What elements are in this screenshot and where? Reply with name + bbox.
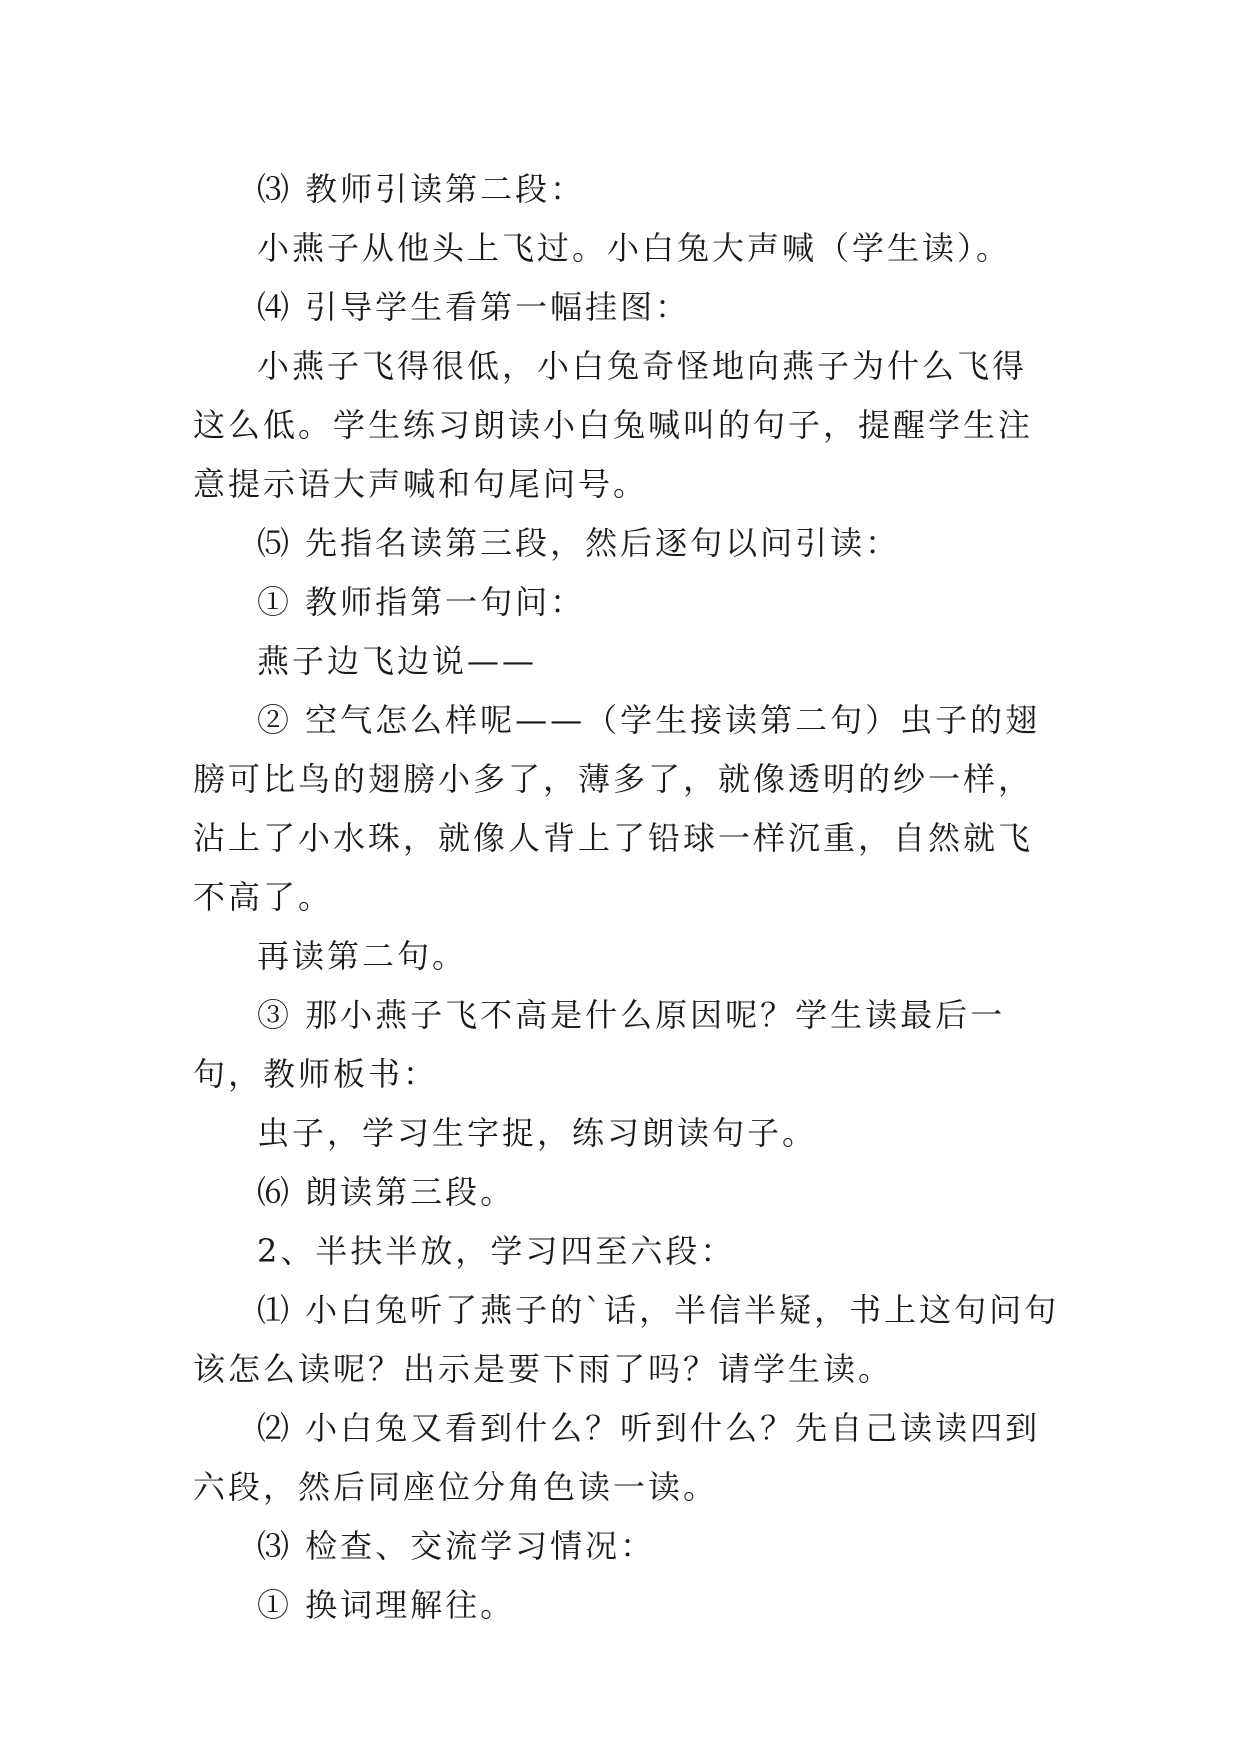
paragraph-12: ⑹ 朗读第三段。 xyxy=(257,1173,516,1211)
paragraph-13: 2、半扶半放，学习四至六段： xyxy=(257,1232,736,1270)
paragraph-16: ⑶ 检查、交流学习情况： xyxy=(257,1527,656,1565)
paragraph-2: 小燕子从他头上飞过。小白兔大声喊（学生读）。 xyxy=(257,229,1012,267)
paragraph-7: 燕子边飞边说—— xyxy=(257,642,538,680)
paragraph-8: ② 空气怎么样呢——（学生接读第二句）虫子的翅膀可比鸟的翅膀小多了，薄多了，就像透明的纱一样，沾上了小水珠，就像人背上了铅球一样沉重，自然就飞不高了。 xyxy=(193,701,1041,916)
paragraph-11: 虫子，学习生字捉，练习朗读句子。 xyxy=(257,1114,818,1152)
paragraph-1: ⑶ 教师引读第二段： xyxy=(257,170,586,208)
paragraph-9: 再读第二句。 xyxy=(257,937,468,975)
paragraph-3: ⑷ 引导学生看第一幅挂图： xyxy=(257,288,691,326)
paragraph-17: ① 换词理解往。 xyxy=(257,1586,516,1624)
paragraph-6: ① 教师指第一句问： xyxy=(257,583,586,621)
paragraph-4: 小燕子飞得很低，小白兔奇怪地向燕子为什么飞得这么低。学生练习朗读小白兔喊叫的句子，提醒学生注意提示语大声喊和句尾问号。 xyxy=(193,347,1034,503)
document-body xyxy=(193,160,1060,1635)
paragraph-15: ⑵ 小白兔又看到什么？听到什么？先自己读读四到六段，然后同座位分角色读一读。 xyxy=(193,1409,1041,1506)
paragraph-10: ③ 那小燕子飞不高是什么原因呢？学生读最后一句，教师板书： xyxy=(193,996,1006,1093)
paragraph-14: ⑴ 小白兔听了燕子的`话，半信半疑，书上这句问句该怎么读呢？出示是要下雨了吗？请学生读。 xyxy=(193,1291,1060,1388)
paragraph-5: ⑸ 先指名读第三段，然后逐句以问引读： xyxy=(257,524,901,562)
